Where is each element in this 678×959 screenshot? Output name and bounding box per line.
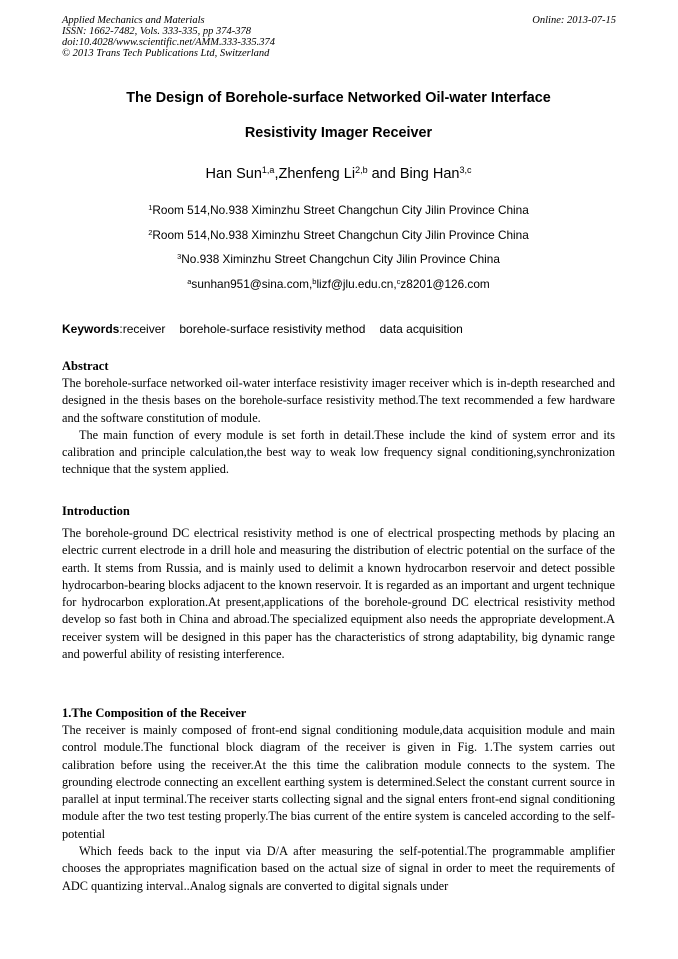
online-date: Online: 2013-07-15 <box>532 15 616 26</box>
affiliation-1 <box>62 203 615 217</box>
composition-paragraph-1: The receiver is mainly composed of front-end signal conditioning module,data acquisition module and main control module.The functional block diagram of the receiver is given in Fig. 1.The system carries out calibration before using the receiver.At the this time the calibration module connects to the system. The grounding electrode connecting an excellent earthing system is determined.Select the constant current source in parallel at input terminal.The receiver starts collecting signal and the signal enters front-end signal conditioning module after the two test testing properly.The bias current of the entire system is canceled according to the self-potential <box>62 723 615 841</box>
keywords <box>62 322 463 336</box>
composition-section <box>62 705 615 895</box>
affiliation-sup: 3 <box>177 252 182 261</box>
email-sup: a <box>187 277 192 286</box>
author-list <box>62 166 615 182</box>
paper-title-line-1: The Design of Borehole-surface Networked Oil-water Interface <box>126 90 551 106</box>
author-and: and <box>367 166 400 182</box>
abstract-section <box>62 358 615 479</box>
keyword-item: :receiver <box>119 322 166 336</box>
introduction-section <box>62 503 615 663</box>
author-name: Han Sun <box>205 166 262 182</box>
abstract-heading: Abstract <box>62 359 109 373</box>
introduction-paragraph-1: The borehole-ground DC electrical resistivity method is one of electrical prospecting methods by placing an electric current electrode in a drill hole and measuring the distribution of electric potential on the surface of the earth. It stems from Russia, and is mainly used to delimit a known hydrocarbon reservoir and detect possible hydrocarbon-bearing blocks adjacent to the known reservoir. It is regarded as an important and urgent technique for hydrocarbon exploration.At present,applications of the borehole-ground DC electrical resistivity method develop so fast both in China and abroad.The specialized equipment also needs the appropriate development.A receiver system will be designed in this paper has the characteristics of strong adaptability, big dynamic range and powerful ability of resisting interference. <box>62 526 615 662</box>
keyword-item: data acquisition <box>379 322 463 336</box>
paper-title-line-2: Resistivity Imager Receiver <box>244 125 433 141</box>
journal-name: Applied Mechanics and Materials <box>62 15 205 26</box>
author-name: Bing Han <box>399 166 460 182</box>
abstract-paragraph-2: The main function of every module is set forth in detail.These include the kind of system error and its calibration and principle calculation,the best way to weak low frequency signal conditioning,synchronization technique that the system applied. <box>62 427 615 477</box>
issn-line: ISSN: 1662-7482, Vols. 333-335, pp 374-378 <box>62 26 251 37</box>
abstract-paragraph-1: The borehole-surface networked oil-water interface resistivity imager receiver which is in-depth researched and designed in the thesis bases on the borehole-surface resistivity method.The text recommended a few hardware and the software constitution of module. <box>62 376 615 425</box>
author-name: Zhenfeng Li <box>278 166 356 182</box>
composition-paragraph-2: Which feeds back to the input via D/A after measuring the self-potential.The programmable amplifier chooses the appropriates magnification based on the actual size of signal in order to meet the requirements of ADC quantizing interval..Analog signals are converted to digital signals under <box>62 844 615 893</box>
email-list <box>62 277 615 291</box>
affiliation-text: Room 514,No.938 Ximinzhu Street Changchun City Jilin Province China <box>152 203 529 217</box>
affiliation-sup: 1 <box>148 203 153 212</box>
email-address[interactable]: sunhan951@sina.com, <box>191 277 313 291</box>
doi-line[interactable]: doi:10.4028/www.scientific.net/AMM.333-335.374 <box>62 37 275 48</box>
copyright-line: © 2013 Trans Tech Publications Ltd, Switzerland <box>62 48 270 59</box>
affiliation-3 <box>62 252 615 266</box>
keywords-label: Keywords <box>62 322 120 336</box>
email-address[interactable]: z8201@126.com <box>400 277 490 291</box>
author-sup: 2,b <box>355 165 368 175</box>
affiliation-2 <box>62 228 615 242</box>
email-sup: c <box>396 277 401 286</box>
composition-heading: 1.The Composition of the Receiver <box>62 706 247 720</box>
affiliation-text: No.938 Ximinzhu Street Changchun City Jilin Province China <box>181 252 500 266</box>
author-separator: , <box>274 166 279 182</box>
email-sup: b <box>312 277 317 286</box>
introduction-heading: Introduction <box>62 504 130 518</box>
author-sup: 1,a <box>261 165 275 175</box>
affiliation-sup: 2 <box>148 228 153 237</box>
email-address[interactable]: lizf@jlu.edu.cn, <box>316 277 397 291</box>
author-sup: 3,c <box>459 165 472 175</box>
affiliation-text: Room 514,No.938 Ximinzhu Street Changchun City Jilin Province China <box>152 228 529 242</box>
journal-header <box>62 15 275 59</box>
keyword-item: borehole-surface resistivity method <box>179 322 366 336</box>
